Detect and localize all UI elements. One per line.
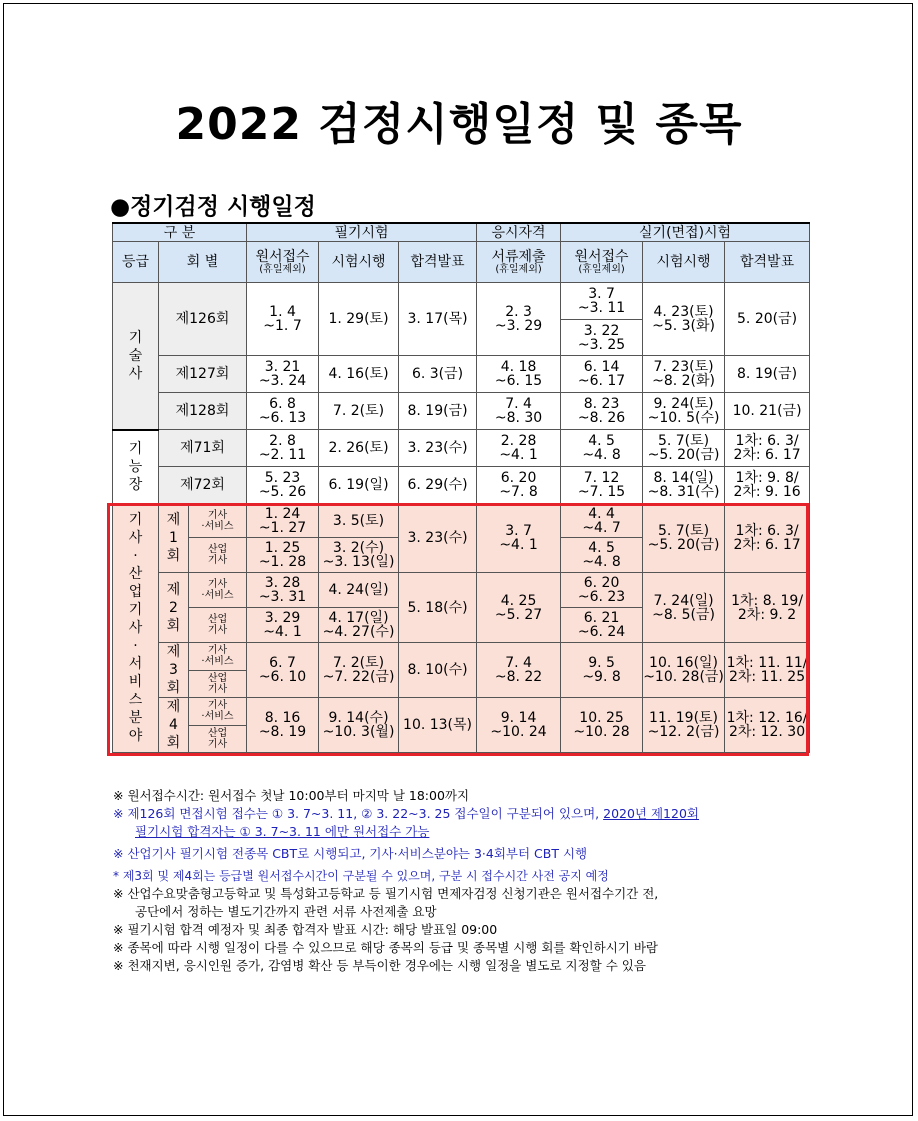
header-p-result: 합격발표 (399, 242, 477, 283)
grade-gisulsa: 기술사 (113, 283, 159, 430)
grade-ginungjang: 기능장 (113, 430, 159, 504)
note-7: ※ 종목에 따라 시행 일정이 다를 수 있으므로 해당 종목의 등급 및 종목별 시행 회를 확인하시기 바람 (113, 940, 658, 955)
note-4: * 제3회 및 제4회는 등급별 원서접수시간이 구분될 수 있으며, 구분 시 접수시간 사전 공지 예정 (113, 869, 609, 883)
table-row: 산업 기사 3. 29 ~4. 1 4. 17(일) ~4. 27(수) 6. 21 ~6. 24 (113, 608, 810, 643)
schedule-table (112, 222, 810, 753)
notes-section (113, 787, 823, 975)
table-row: 산업 기사 1. 25 ~1. 28 3. 2(수) ~3. 13(일) 4. 5 ~4. 8 (113, 538, 810, 573)
header-pilgi: 필기시험 (247, 223, 477, 242)
table-row: 제127회 3. 21 ~3. 24 4. 16(토) 6. 3(금) 4. 18 ~6. 15 6. 14 ~6. 17 7. 23(토) ~8. 2(화) 8. 19(금) (113, 356, 810, 393)
header-eungsi: 응시자격 (477, 223, 561, 242)
header-s-apply: 원서접수 (휴일제외) (561, 242, 643, 283)
table-row: 산업 기사 (113, 725, 810, 753)
header-round: 회 별 (159, 242, 247, 283)
table-row: 제72회 5. 23 ~5. 26 6. 19(일) 6. 29(수) 6. 20 ~7. 8 7. 12 ~7. 15 8. 14(일) ~8. 31(수) 1차: 9. 8/ 2차: 9. 16 (113, 467, 810, 504)
table-row: 기능장 제71회 2. 8 ~2. 11 2. 26(토) 3. 23(수) 2. 28 ~4. 1 4. 5 ~4. 8 5. 7(토) ~5. 20(금) 1차: 6. 3/ 2차: 6. 17 (113, 430, 810, 467)
page-title: 2022 검정시행일정 및 종목 (175, 99, 743, 150)
table-row: 기술사 제126회 1. 4 ~1. 7 1. 29(토) 3. 17(목) 2. 3 ~3. 29 3. 7 ~3. 11 4. 23(토) ~5. 3(화) 5. 20(금) (113, 283, 810, 320)
table-row: 제2회 기사 ·서비스 3. 28 ~3. 31 4. 24(일) 5. 18(수) 4. 25 ~5. 27 6. 20 ~6. 23 7. 24(일) ~8. 5(금) 1차: 8. 19/ 2차: 9. 2 (113, 573, 810, 608)
table-row: 기사·산업기사·서비스분야 제1회 기사 ·서비스 1. 24 ~1. 27 3. 5(토) 3. 23(수) 3. 7 ~4. 1 4. 4 ~4. 7 5. 7(토) ~5. 20(금) 1차: 6. 3/ 2차: 6. 17 (113, 504, 810, 538)
header-p-apply: 원서접수 (휴일제외) (247, 242, 319, 283)
header-s-result: 합격발표 (725, 242, 810, 283)
note-1: ※ 원서접수시간: 원서접수 첫날 10:00부터 마지막 날 18:00까지 (113, 788, 470, 803)
note-2: ※ 제126회 면접시험 접수는 ① 3. 7~3. 11, ② 3. 22~3. 25 접수일이 구분되어 있으며, 2020년 제120회 (113, 806, 699, 821)
grade-gisa: 기사·산업기사·서비스분야 (113, 504, 159, 753)
note-3: ※ 산업기사 필기시험 전종목 CBT로 시행되고, 기사·서비스분야는 3·4회부터 CBT 시행 (113, 846, 588, 861)
table-row: 제4회 기사 ·서비스 8. 16 ~8. 19 9. 14(수) ~10. 3(월) 10. 13(목) 9. 14 ~10. 24 10. 25 ~10. 28 11. 19(토) ~12. 2(금) 1차: 12. 16/ 2차: 12. 30 (113, 698, 810, 726)
note-6: ※ 필기시험 합격 예정자 및 최종 합격자 발표 시간: 해당 발표일 09:00 (113, 922, 498, 937)
note-8: ※ 천재지변, 응시인원 증가, 감염병 확산 등 부득이한 경우에는 시행 일정을 별도로 지정할 수 있음 (113, 958, 646, 973)
header-s-exam: 시험시행 (643, 242, 725, 283)
header-grade: 등급 (113, 242, 159, 283)
header-gubun: 구 분 (113, 223, 247, 242)
note-2-cont: 필기시험 합격자는 ① 3. 7~3. 11 에만 원서접수 가능 (135, 824, 430, 839)
note-5-cont: 공단에서 정하는 별도기간까지 관련 서류 사전제출 요망 (135, 904, 437, 919)
table-row: 3. 22 ~3. 25 (113, 320, 810, 356)
table-row: 제3회 기사 ·서비스 6. 7 ~6. 10 7. 2(토) ~7. 22(금) 8. 10(수) 7. 4 ~8. 22 9. 5 ~9. 8 10. 16(일) ~10. 28(금) 1차: 11. 11/ 2차: 11. 25 (113, 643, 810, 671)
table-row: 산업 기사 (113, 670, 810, 698)
note-5: ※ 산업수요맞춤형고등학교 및 특성화고등학교 등 필기시험 면제자검정 신청기관은 원서접수기간 전, (113, 886, 659, 901)
header-silgi: 실기(면접)시험 (561, 223, 810, 242)
section-subtitle: ●정기검정 시행일정 (110, 194, 316, 220)
header-docs: 서류제출 (휴일제외) (477, 242, 561, 283)
table-row: 제128회 6. 8 ~6. 13 7. 2(토) 8. 19(금) 7. 4 ~8. 30 8. 23 ~8. 26 9. 24(토) ~10. 5(수) 10. 21(금) (113, 393, 810, 430)
header-p-exam: 시험시행 (319, 242, 399, 283)
